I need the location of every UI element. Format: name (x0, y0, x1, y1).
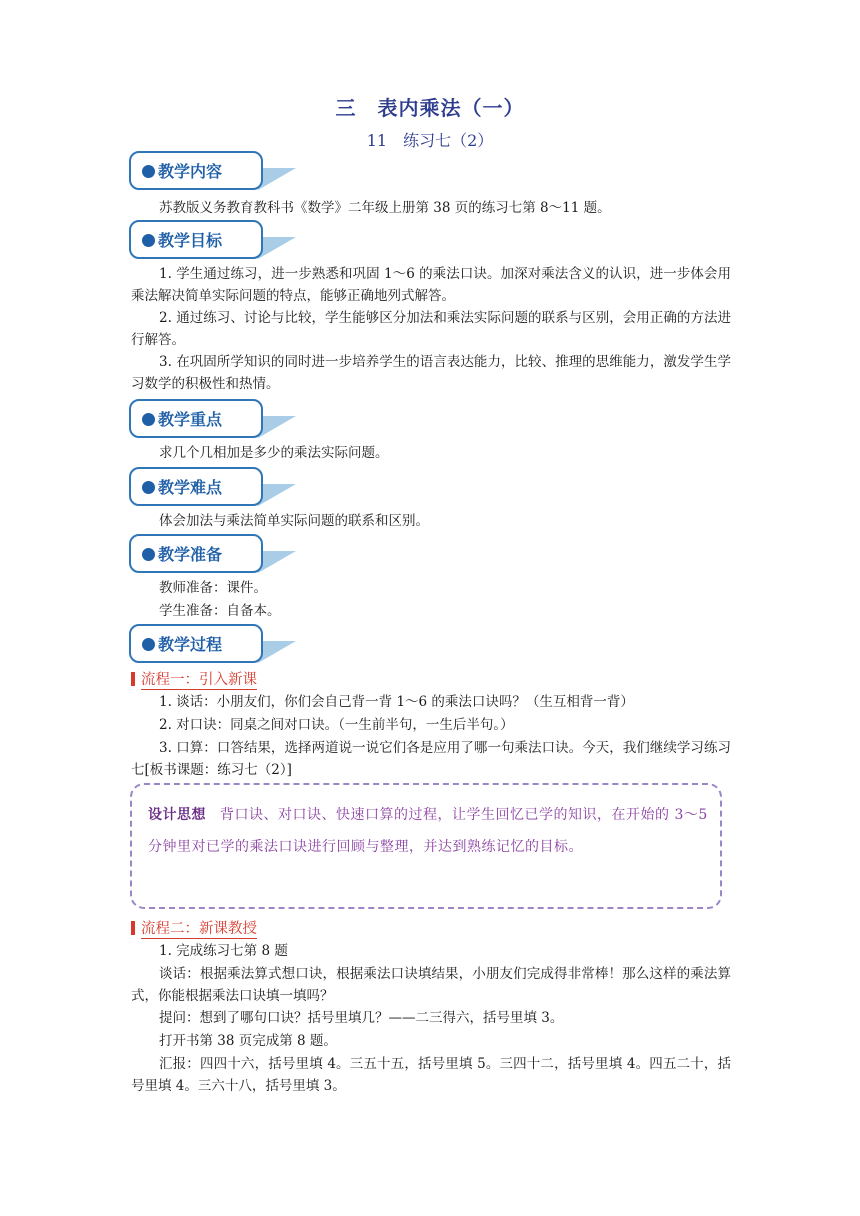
flow-marker-icon (131, 921, 135, 935)
flow-two-item: 提问：想到了哪句口诀？括号里填几？——二三得六，括号里填 3。 (159, 1010, 564, 1026)
goal-item: 2. 通过练习、讨论与比较，学生能够区分加法和乘法实际问题的联系与区别，会用正确的方法进行解答。 (131, 310, 731, 348)
section-label: 教学目标 (158, 231, 223, 250)
key-text: 求几个几相加是多少的乘法实际问题。 (159, 445, 389, 461)
flow-one-title: 流程一：引入新课 (141, 672, 257, 688)
design-idea-box (130, 783, 722, 909)
goal-item: 3. 在巩固所学知识的同时进一步培养学生的语言表达能力，比较、推理的思维能力，激发学生学习数学的积极性和热情。 (131, 354, 731, 392)
section-header-process (128, 623, 296, 665)
section-header-key (128, 398, 296, 440)
section-header-difficulty (128, 466, 296, 508)
bullet-icon (142, 638, 155, 651)
section-label: 教学重点 (158, 410, 223, 429)
bullet-icon (142, 234, 155, 247)
section-label: 教学准备 (158, 545, 223, 564)
flow-one-item: 3. 口算：口答结果，选择两道说一说它们各是应用了哪一句乘法口诀。今天，我们继续学习练习七[板书课题：练习七（2）] (131, 740, 731, 778)
lesson-title: 11 练习七（2） (366, 131, 494, 150)
flow-two-item: 汇报：四四十六，括号里填 4。三五十五，括号里填 5。三四十二，括号里填 4。四五二十，括号里填 4。三六十八，括号里填 3。 (131, 1056, 731, 1094)
bullet-icon (142, 481, 155, 494)
design-idea-label: 设计思想 (148, 807, 206, 823)
section-header-prep (128, 533, 296, 575)
flow-two-item: 打开书第 38 页完成第 8 题。 (159, 1033, 337, 1049)
section-label: 教学内容 (158, 162, 223, 181)
flow-marker-icon (131, 672, 135, 686)
section-header-goals (128, 219, 296, 261)
design-idea-body (148, 799, 708, 863)
flow-one-item: 2. 对口诀：同桌之间对口诀。（一生前半句，一生后半句。） (159, 717, 514, 733)
content-text: 苏教版义务教育教科书《数学》二年级上册第 38 页的练习七第 8～11 题。 (159, 200, 611, 216)
flow-two-item: 谈话：根据乘法算式想口诀，根据乘法口诀填结果，小朋友们完成得非常棒！那么这样的乘法算式，你能根据乘法口诀填一填吗？ (131, 966, 731, 1004)
section-label: 教学难点 (158, 478, 223, 497)
flow-one-item: 1. 谈话：小朋友们，你们会自己背一背 1～6 的乘法口诀吗？（生互相背一背） (159, 694, 634, 710)
bullet-icon (142, 413, 155, 426)
section-header-content (128, 150, 296, 192)
unit-title: 三 表内乘法（一） (335, 96, 525, 120)
bullet-icon (142, 165, 155, 178)
prep-student: 学生准备：自备本。 (159, 603, 281, 619)
difficulty-text: 体会加法与乘法简单实际问题的联系和区别。 (159, 513, 429, 529)
section-label: 教学过程 (158, 635, 223, 654)
prep-teacher: 教师准备：课件。 (159, 580, 267, 596)
flow-two-item: 1. 完成练习七第 8 题 (159, 943, 288, 959)
flow-one-heading (131, 668, 257, 689)
goal-item: 1. 学生通过练习，进一步熟悉和巩固 1～6 的乘法口诀。加深对乘法含义的认识，进一步体会用乘法解决简单实际问题的特点，能够正确地列式解答。 (131, 266, 731, 304)
design-idea-text: 背口诀、对口诀、快速口算的过程，让学生回忆已学的知识，在开始的 3～5 分钟里对已学的乘法口诀进行回顾与整理，并达到熟练记忆的目标。 (148, 807, 708, 855)
bullet-icon (142, 548, 155, 561)
flow-two-heading (131, 917, 257, 938)
flow-two-title: 流程二：新课教授 (141, 921, 257, 937)
